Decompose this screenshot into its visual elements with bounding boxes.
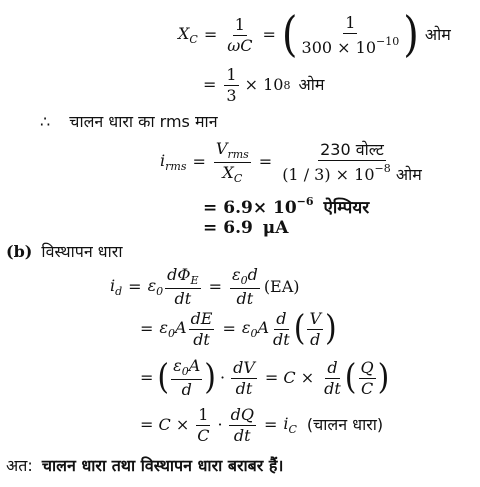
section-title: विस्थापन धारा (41, 242, 123, 261)
fraction-1-over-omega-c: $\frac{1}{\omega C}$ (227, 14, 253, 55)
conclusion (6, 458, 283, 474)
right-paren: ) (403, 7, 419, 63)
rms-heading-text: चालन धारा का rms मान (69, 112, 218, 131)
rms-heading (40, 114, 218, 130)
id-equation: $i_d$ = $\varepsilon_0$ $\frac{d\Phi_E}{dt}$ = $\frac{\varepsilon_0d}{dt}$ (EA) (110, 265, 300, 308)
fraction-q-over-c: $\frac{Q}{C}$ (360, 357, 374, 398)
equals-sign: = (262, 25, 276, 44)
current-value-amp: = $6.9\times 10^{-6}$ ऐम्पियर (203, 195, 370, 218)
conclusion-prefix: अत: (6, 456, 33, 475)
fraction-one-third: $\frac{1}{3}$ (226, 64, 237, 105)
irms-equation: $i_{rms}$ = $\frac{V_{rms}}{X_C}$ = $\frac{\text{230 वोल्ट}}{(1 / 3) \times 10^{-8} ओम}$ (160, 138, 422, 185)
section-label: (b) (6, 242, 33, 261)
fraction-1-over-300e-10: $\frac{1}{300 \times 10^{-10}}$ (301, 12, 400, 57)
therefore-symbol: ∴ (40, 112, 51, 131)
id-step-2: = $\varepsilon_0A$ $\frac{dE}{dt}$ = $\varepsilon_0A$ $\frac{d}{dt}$ ( $\frac{V}{d}$ ) (140, 308, 337, 349)
fraction-vrms-over-xc: $\frac{V_{rms}}{X_C}$ (215, 138, 249, 185)
xc-result (203, 64, 324, 106)
equals-sign: = (192, 152, 206, 171)
exponent: 8 (283, 78, 291, 92)
xc-symbol: $X_C$ (178, 23, 198, 46)
fraction-d-dt: $\frac{d}{dt}$ (324, 357, 341, 398)
section-b-heading (6, 244, 122, 260)
id-step-4: = C × $\frac{1}{C}$ · $\frac{dQ}{dt}$ = $i_C$ (चालन धारा) (140, 404, 384, 445)
conclusion-text: चालन धारा तथा विस्थापन धारा बराबर हैं। (41, 456, 284, 475)
fraction-dq-dt: $\frac{dQ}{dt}$ (230, 404, 254, 445)
xc-equation (178, 7, 451, 63)
fraction-eps-d-dt: $\frac{\varepsilon_0d}{dt}$ (231, 265, 258, 308)
fraction-1-over-c: $\frac{1}{C}$ (197, 404, 210, 445)
fraction-de-dt: $\frac{dE}{dt}$ (190, 308, 213, 349)
fraction-230-volt: $\frac{\text{230 वोल्ट}}{(1 / 3) \times 10^{-8} ओम}$ (282, 139, 422, 184)
fraction-dv-dt: $\frac{dV}{dt}$ (233, 357, 255, 398)
left-paren: ( (281, 7, 298, 63)
fraction-d-dt: $\frac{d}{dt}$ (273, 308, 290, 349)
equals-sign: = (258, 152, 273, 171)
fraction-dphi-dt: $\frac{d\Phi_E}{dt}$ (167, 265, 199, 308)
fraction-v-over-d: $\frac{V}{d}$ (309, 308, 321, 349)
fraction-eps-a-over-d: $\frac{\varepsilon_0A}{d}$ (173, 356, 201, 399)
equals-sign: = (203, 75, 217, 94)
current-value-microamp: = 6.9 μA (203, 218, 289, 238)
unit-ohm: ओम (298, 75, 325, 94)
id-step-3: = ( $\frac{\varepsilon_0A}{d}$ ) · $\frac{dV}{dt}$ = C × $\frac{d}{dt}$ ( $\frac{Q}{C}$ ) (140, 356, 390, 399)
equals-sign: = (203, 25, 218, 44)
times-ten: × 10 (244, 75, 284, 94)
unit-ohm: ओम (424, 25, 451, 44)
